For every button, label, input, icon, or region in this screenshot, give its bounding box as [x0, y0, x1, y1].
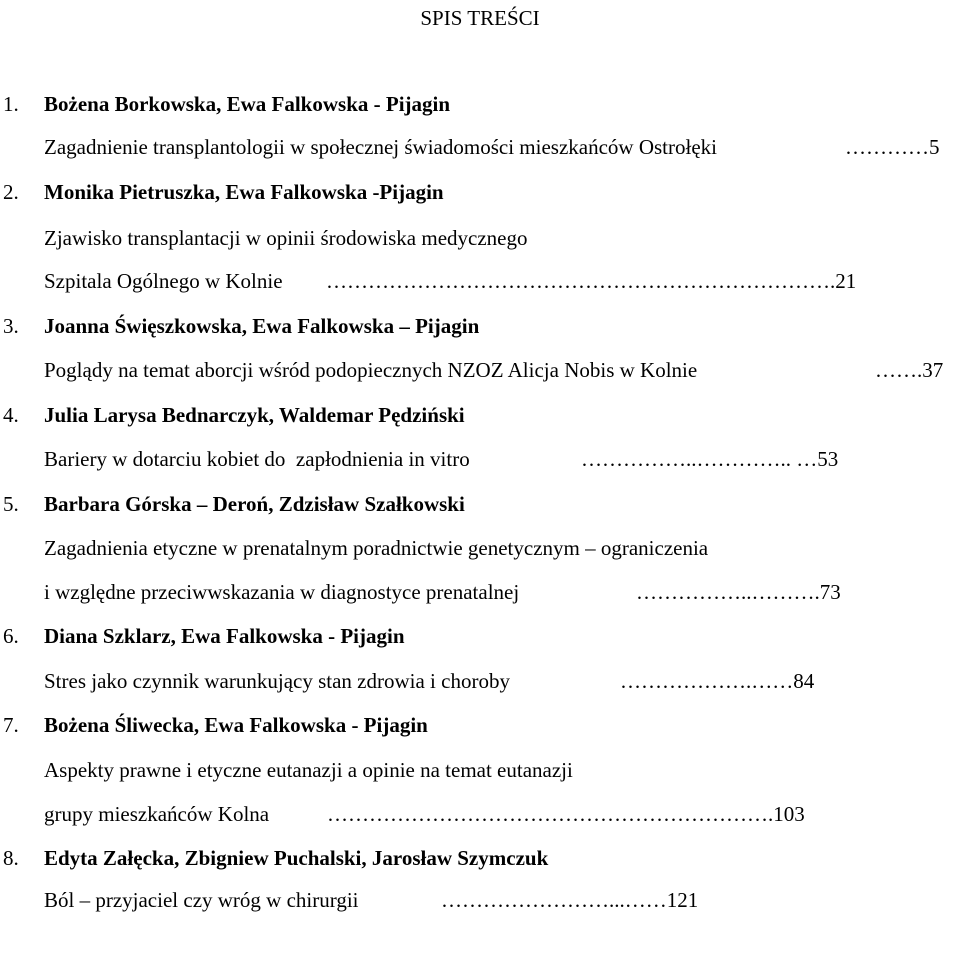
entry-page-leader: ……………………...……121: [441, 888, 699, 912]
entry-authors: Barbara Górska – Deroń, Zdzisław Szałkowski: [44, 492, 465, 516]
entry-authors: Bożena Śliwecka, Ewa Falkowska - Pijagin: [44, 713, 428, 737]
entry-number: 6.: [3, 624, 19, 648]
toc-entry-authors-line: [0, 401, 465, 429]
entry-page-leader: ……………….……84: [620, 669, 815, 693]
entry-title: Zagadnienie transplantologii w społecznej świadomości mieszkańców Ostrołęki: [44, 135, 717, 159]
entry-number: 2.: [3, 180, 19, 204]
toc-entry-authors-line: [0, 490, 465, 518]
entry-title: Aspekty prawne i etyczne eutanazji a opinie na temat eutanazji: [44, 758, 573, 782]
page-title: SPIS TREŚCI: [420, 6, 540, 30]
toc-entry-title-line: [0, 800, 805, 828]
entry-title: Zjawisko transplantacji w opinii środowiska medycznego: [44, 226, 528, 250]
entry-page-leader: …….37: [875, 358, 944, 382]
toc-entry-title-line: [0, 356, 944, 384]
entry-authors: Joanna Święszkowska, Ewa Falkowska – Pijagin: [44, 314, 480, 338]
entry-authors: Diana Szklarz, Ewa Falkowska - Pijagin: [44, 624, 405, 648]
toc-entry-authors-line: [0, 90, 451, 118]
toc-entry-title-line: [0, 267, 857, 295]
entry-authors: Julia Larysa Bednarczyk, Waldemar Pędziński: [44, 403, 465, 427]
entry-title: Szpitala Ogólnego w Kolnie: [44, 269, 283, 293]
entry-authors: Edyta Załęcka, Zbigniew Puchalski, Jarosław Szymczuk: [44, 846, 549, 870]
entry-page-leader: …………5: [845, 135, 940, 159]
entry-title: i względne przeciwwskazania w diagnostyce prenatalnej: [44, 580, 520, 604]
entry-number: 4.: [3, 403, 19, 427]
toc-entry-authors-line: [0, 622, 405, 650]
entry-title: Zagadnienia etyczne w prenatalnym poradnictwie genetycznym – ograniczenia: [44, 536, 709, 560]
toc-entry-title-line: [0, 534, 709, 562]
toc-entry-title-line: [0, 133, 940, 161]
entry-page-leader: ……………………………………………………………….21: [326, 269, 857, 293]
entry-title: Bariery w dotarciu kobiet do zapłodnienia in vitro: [44, 447, 470, 471]
entry-number: 3.: [3, 314, 19, 338]
toc-entry-authors-line: [0, 844, 549, 872]
entry-number: 8.: [3, 846, 19, 870]
toc-entry-title-line: [0, 445, 839, 473]
entry-page-leader: ……………………………………………………….103: [327, 802, 805, 826]
toc-entry-title-line: [0, 578, 841, 606]
toc-entry-title-line: [0, 886, 699, 914]
entry-title: Stres jako czynnik warunkujący stan zdrowia i choroby: [44, 669, 510, 693]
toc-entry-authors-line: [0, 711, 428, 739]
entry-authors: Monika Pietruszka, Ewa Falkowska -Pijagin: [44, 180, 444, 204]
entry-page-leader: ……………..………….. …53: [581, 447, 839, 471]
entry-number: 5.: [3, 492, 19, 516]
entry-authors: Bożena Borkowska, Ewa Falkowska - Pijagin: [44, 92, 451, 116]
toc-entry-title-line: [0, 667, 815, 695]
toc-entry-authors-line: [0, 178, 444, 206]
entry-number: 7.: [3, 713, 19, 737]
entry-page-leader: ……………..……….73: [636, 580, 841, 604]
toc-entry-authors-line: [0, 312, 480, 340]
toc-entry-title-line: [0, 756, 573, 784]
toc-entry-title-line: [0, 224, 528, 252]
entry-title: Ból – przyjaciel czy wróg w chirurgii: [44, 888, 359, 912]
entry-title: Poglądy na temat aborcji wśród podopiecznych NZOZ Alicja Nobis w Kolnie: [44, 358, 698, 382]
entry-title: grupy mieszkańców Kolna: [44, 802, 270, 826]
entry-number: 1.: [3, 92, 19, 116]
